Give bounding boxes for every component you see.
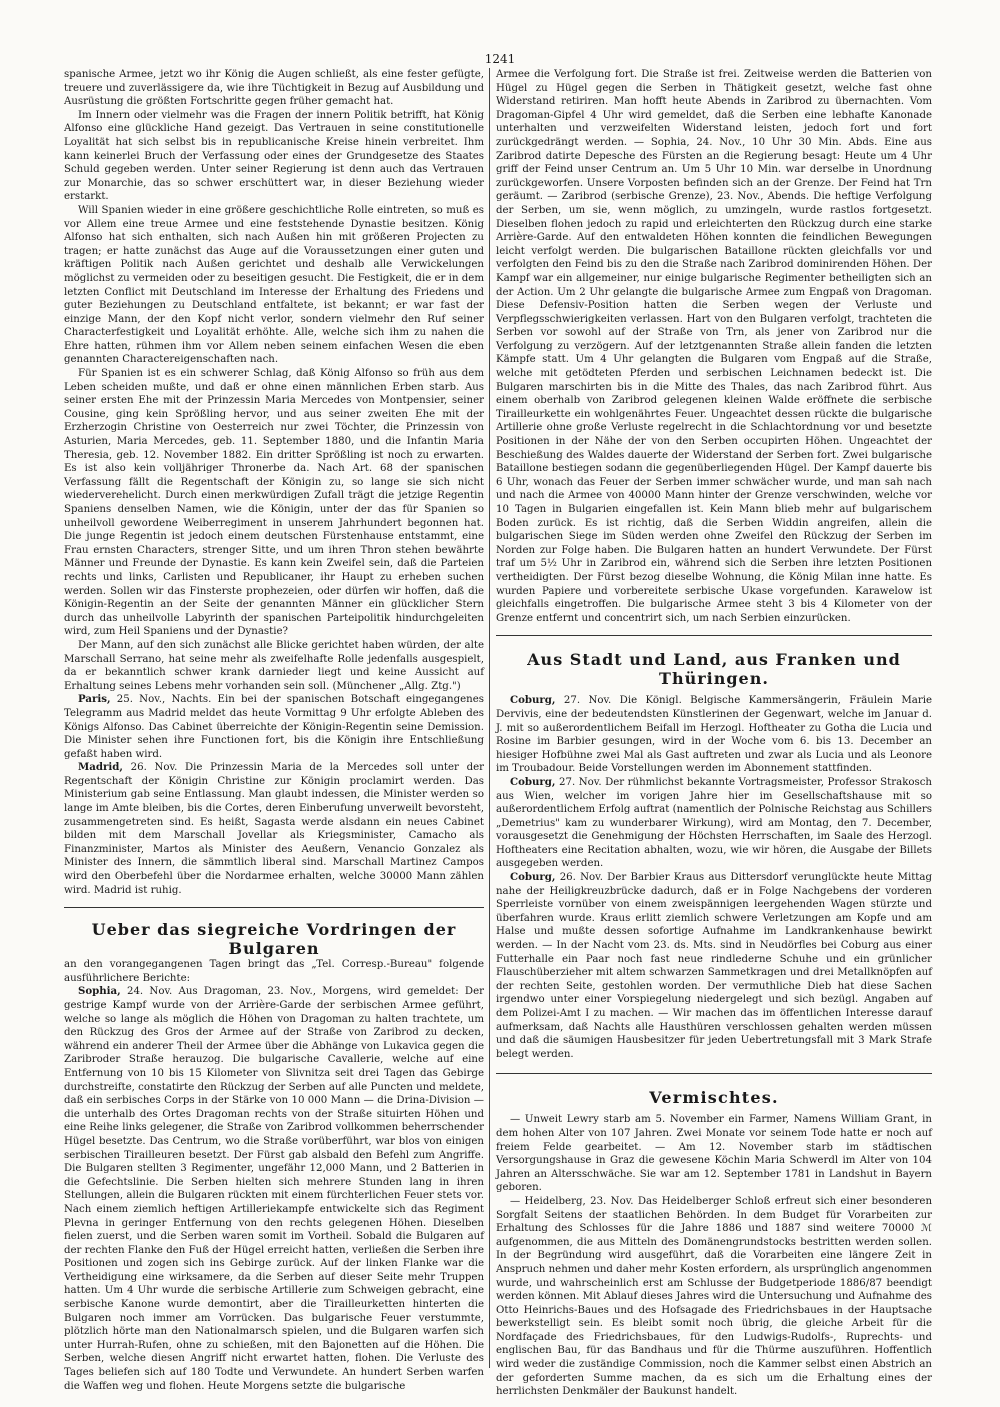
spain-paragraph: spanische Armee, jetzt wo ihr König die Augen schließt, als eine fester gefügte, treuere und zuverlässigere da, wie ihre Tüchtigkeit in Bezug auf Ausbildung und Ausrüstung die größten Fortschritte gegen früher gemacht hat.: [64, 69, 484, 108]
paris-dateline: Paris,: [78, 693, 111, 706]
coburg-dateline: Coburg,: [510, 694, 556, 707]
bulgaria-continued: Armee die Verfolgung fort. Die Straße ist frei. Zeitweise werden die Batterien von Hügel zu Hügel gegen die Serben in Thätigkeit gesetzt, welche fast ohne Widerstand retiriren. Man hofft heute Abends in Zaribrod zu übernachten. Vom Dragoman-Gipfel 4 Uhr wird gemeldet, daß die Serben eine lebhafte Kanonade unterhalten und verzweifelten Widerstand leisten, jedoch fort und fort zurückgedrängt werden. — Sophia, 24. Nov., 10 Uhr 30 Min. Abds. Eine aus Zaribrod datirte Depesche des Fürsten an die Regierung besagt: Heute um 4 Uhr griff der Feind unser Centrum an. Um 5 Uhr 10 Min. war derselbe in Unordnung zurückgeworfen. Unsere Vorposten befinden sich an der Grenze. Der Feind hat Trn geräumt. — Zaribrod (serbische Grenze), 23. Nov., Abends. Die heftige Verfolgung der Serben, um sie, wenn möglich, zu umzingeln, wurde rastlos fortgesetzt. Dieselben flohen jedoch zu rapid und erleichterten den Rückzug durch eine starke Arrière-Garde. Auf den entwaldeten Höhen konnten die feindlichen Bewegungen leicht verfolgt werden. Die bulgarischen Bataillone rückten gleichfalls vor und verfolgten den Feind bis zu den die Straße nach Zaribrod dominirenden Höhen. Der Kampf war ein allgemeiner, nur einige bulgarische Regimenter betheiligten sich an der Action. Um 2 Uhr gelangte die bulgarische Armee zum Engpaß von Dragoman. Diese Defensiv-Position hatten die Serben wegen der Verluste und Verpflegsschwierigkeiten verlassen. Hart von den Bulgaren verfolgt, trachteten die Serben vor sowohl auf der Straße von Trn, als jener von Zaribrod nur die Verfolgung zu verzögern. Auf der letztgenannten Straße allein fanden die letzten Kämpfe statt. Um 4 Uhr gelangten die Bulgaren vom Engpaß auf die Straße, welche mit getödteten Pferden und serbischen Leichnamen bedeckt ist. Die Bulgaren marschirten bis in die Mitte des Thales, das nach Zaribrod führt. Aus einem oberhalb von Zaribrod gelegenen kleinen Walde eröffnete die serbische Tirailleurkette ein wohlgenährtes Feuer. Ungeachtet dessen rückte die bulgarische Artillerie ohne große Verluste regelrecht in die Schlachtordnung vor und besetzte Positionen in der Nähe der von den Serben occupirten Höhen. Ungeachtet der Beschießung des Waldes dauerte der Widerstand der Serben fort. Zwei bulgarische Bataillone bestiegen sodann die gegenüberliegenden Hügel. Der Kampf dauerte bis 6 Uhr, wonach das Feuer der Serben immer schwächer wurde, und man sah nach und nach die Armee von 40000 Mann hinter der Grenze verschwinden, welche vor 10 Tagen in Bulgarien eingefallen ist. Kein Mann blieb mehr auf bulgarischem Boden zurück. Es ist richtig, daß die Serben Widdin angreifen, allein die bulgarischen Siege im Süden werden ohne Zweifel den Rückzug der Serben im Norden zur Folge haben. Die Bulgaren hatten an hundert Verwundete. Der Fürst traf um 5½ Uhr in Zaribrod ein, während sich die Serben ihre letzten Positionen vertheidigten. Der Fürst bezog dieselbe Wohnung, die König Milan inne hatte. Es wurden Papiere und vorbereitete serbische Ukase vorgefunden. Karawelow ist gleichfalls eingetroffen. Die bulgarische Armee steht 3 bis 4 Kilometer von der Grenze entfernt und concentrirt sich, um nach Serbien einzurücken.: [496, 69, 932, 624]
section-rule: [64, 907, 484, 908]
local-news-item: [496, 694, 932, 776]
left-column: [64, 68, 484, 1393]
coburg-dateline: Coburg,: [510, 871, 556, 884]
sophia-dateline: Sophia,: [78, 985, 121, 998]
local-news-text: 27. Nov. Der rühmlichst bekannte Vortragsmeister, Professor Strakosch aus Wien, welcher im vorigen Jahre hier im Gesellschaftshause mit so außerordentlichem Erfolg auftrat (namentlich der Polnische Reichstag aus Schillers „Demetrius" kam zu wunderbarer Wirkung), wird am Montag, den 7. December, vorausgesetzt die Genehmigung der Höchsten Herrschaften, im Saale des Herzogl. Hoftheaters eine Recitation abhalten, wozu, wie wir hören, die Ausgabe der Billets ausgegeben werden.: [496, 776, 932, 870]
misc-paragraph: — Unweit Lewry starb am 5. November ein Farmer, Namens William Grant, in dem hohen Alter von 107 Jahren. Zwei Monate vor seinem Tode hatte er noch auf freiem Felde gearbeitet. — Am 12. November starb im städtischen Versorgungshause in Graz die gewesene Köchin Maria Schwerdl im Alter von 104 Jahren an Altersschwäche. Sie war am 12. September 1781 in Landshut in Bayern geboren.: [496, 1114, 932, 1194]
spain-paragraph: Der Mann, auf den sich zunächst alle Blicke gerichtet haben würden, der alte Marschall Serrano, hat seine mehr als zweifelhafte Rolle jedenfalls ausgespielt, da er bekanntlich schwer krank darnieder liegt und keine Aussicht auf Erhaltung seines Lebens mehr vorhanden sein soll. (Münchener „Allg. Ztg."): [64, 639, 484, 692]
bulgaria-heading: Ueber das siegreiche Vordringen der Bulgaren: [91, 920, 457, 959]
local-news-text: 27. Nov. Die Königl. Belgische Kammersängerin, Fräulein Marie Dervivis, eine der bedeutendsten Künstlerinen der Gegenwart, welche im Januar d. J. mit so außerordentlichem Beifall im Herzogl. Hoftheater zu Gotha die Lucia und Rosine im Barbier gesungen, wird in der Woche vom 6. bis 13. December an hiesiger Hofbühne zwei Mal als Gast auftreten und zwar als Lucia und als Leonore im Troubadour. Beide Vorstellungen werden im Abonnement stattfinden.: [496, 695, 932, 775]
page-number: 1241: [484, 52, 516, 66]
sophia-text: 24. Nov. Aus Dragoman, 23. Nov., Morgens, wird gemeldet: Der gestrige Kampf wurde von der Arrière-Garde der serbischen Armee geführt, welche so lange als möglich die Höhen von Dragoman zu halten trachtete, um den Rückzug des Gros der Armee auf der Straße von Zaribrod zu decken, während ein anderer Theil der Armee über die Abhänge von Lukavica gegen die Zaribroder Straße herauzog. Die bulgarische Cavallerie, welche auf eine Entfernung von 10 bis 15 Kilometer von Slivnitza seit drei Tagen das Gebirge durchstreifte, constatirte den Rückzug der Serben auf alle Puncten und meldete, daß ein serbisches Corps in der Stärke von 10 000 Mann — die Drina-Division — die unterhalb des Ortes Dragoman rechts von der Straße situirten Höhen und eine Reihe links gelegener, die Straße von Zaribrod vollkommen beherrschender Hügel besetzte. Das Centrum, wo die Straße vorüberführt, war blos von einigen serbischen Tirailleuren besetzt. Der Fürst gab alsbald den Befehl zum Angriffe. Die Bulgaren stellten 3 Regimenter, ungefähr 12,000 Mann, und 2 Batterien in die Gefechtslinie. Die Serben hielten sich mehrere Stunden lang in ihren Stellungen, allein die Bulgaren rückten mit einem fürchterlichen Feuer stets vor. Nach einem ziemlich heftigen Artilleriekampfe entwickelte sich das Regiment Plevna in geringer Entfernung von den rechts gelegenen Höhen. Dieselben fielen zuerst, und die Serben waren somit im Vortheil. Sobald die Bulgaren auf der rechten Flanke den Fuß der Hügel erreicht hatten, verließen die Serben ihre Positionen und zogen sich ins Gebirge zurück. Auf der linken Flanke war die Vertheidigung eine wirksamere, da die Serben auf dieser Seite mehr Truppen hatten. Um 4 Uhr wurde die serbische Artillerie zum Schweigen gebracht, eine serbische Kanone wurde demontirt, aber die Tirailleurketten hinterten die Bulgaren noch immer am Vorrücken. Das bulgarische Feuer verstummte, plötzlich hörte man den Nationalmarsch spielen, und die Bulgaren warfen sich unter Hurrah-Rufen, ohne zu schießen, mit den Bajonetten auf die Höhen. Die Serben, welche diesen Angriff nicht erwartet hatten, flohen. Die Verluste des Tages beliefen sich auf 180 Todte und Verwundete. An hundert Serben warfen die Waffen weg und flohen. Heute Morgens setzte die bulgarische: [64, 986, 484, 1392]
coburg-dateline: Coburg,: [510, 775, 556, 788]
madrid-dateline: Madrid,: [78, 761, 123, 774]
right-column: [496, 68, 932, 1399]
paris-report: [64, 693, 484, 761]
local-news-item: [496, 776, 932, 871]
misc-paragraph: — Heidelberg, 23. Nov. Das Heidelberger Schloß erfreut sich einer besonderen Sorgfalt Seitens der staatlichen Behörden. In dem Budget für Vorarbeiten zur Erhaltung des Schlosses für die Jahre 1886 und 1887 sind weitere 70000 ℳ aufgenommen, die aus Mitteln des Domänengrundstocks bestritten werden sollen. In der Begründung wird ausgeführt, daß die Vorarbeiten eine längere Zeit in Anspruch nehmen und daher mehr Kosten erfordern, als ursprünglich angenommen wurde, und wahrscheinlich erst am Schlusse der Budgetperiode 1886/87 beendigt werden können. Mit Ablauf dieses Jahres wird die Untersuchung und Aufnahme des Otto Heinrichs-Baues und des Hofsagade des Friedrichsbaues in der Hauptsache bewerkstelligt sein. Es bleibt somit noch übrig, die gleiche Arbeit für die Nordfaçade des Friedrichsbaues, für den Ludwigs-Rudolfs-, Ruprechts- und englischen Bau, für das Bandhaus und für die Thürme auszuführen. Hoffentlich wird weder die zuständige Commission, noch die Kammer selbst einen Abstrich an der geforderten Summe machen, da es sich um die Erhaltung eines der herrlichsten Denkmäler der Baukunst handelt.: [496, 1195, 932, 1398]
madrid-text: 26. Nov. Die Prinzessin Maria de la Mercedes soll unter der Regentschaft der Königin Christine zur Königin proclamirt werden. Das Ministerium gab seine Entlassung. Man glaubt indessen, die Minister werden so lange im Amte bleiben, bis die Cortes, deren Einberufung unverweilt bevorsteht, zusammengetreten sind. Es heißt, Sagasta werde alsdann ein neues Cabinet bilden mit dem Marschall Jovellar als Kriegsminister, Camacho als Finanzminister, Martos als Minister des Aeußern, Venancio Gonzalez als Minister des Innern, die sämmtlich liberal sind. Marschall Martinez Campos wird den Oberbefehl über die Nordarmee erhalten, welche 30000 Mann zählen wird. Madrid ist ruhig.: [64, 762, 484, 896]
spain-paragraph: Will Spanien wieder in eine größere geschichtliche Rolle eintreten, so muß es vor Allem eine treue Armee und eine feststehende Dynastie besitzen. König Alfonso hat sich enthalten, sich nach Außen hin mit größeren Projecten zu tragen; er hatte zunächst das Auge auf die Voraussetzungen einer guten und kräftigen Politik nach Außen gerichtet und deshalb alle Verwickelungen möglichst zu vermeiden oder zu beseitigen gesucht. Die Festigkeit, die er in dem letzten Conflict mit Deutschland im Interesse der Erhaltung des Friedens und guter Beziehungen zu Deutschland entfaltete, ist bekannt; er war fast der einzige Mann, der den Kopf nicht verlor, sondern vielmehr den Ruf seiner Characterfestigkeit und Loyalität erhöhte. Alle, welche sich ihm zu nahen die Ehre hatten, rühmen ihm vor Allem neben seinem einfachen Wesen die eben genannten Charactereigenschaften nach.: [64, 204, 484, 366]
local-news-text: 26. Nov. Der Barbier Kraus aus Dittersdorf verunglückte heute Mittag nahe der Heiligkreuzbrücke dadurch, daß er in Folge Nachgebens der vorderen Sperrleiste vornüber von einem zweispännigen leergehenden Wagen stürzte und überfahren wurde. Kraus erlitt ziemlich schwere Verletzungen am Kopfe und am Halse und mußte dessen sofortige Aufnahme im Landkrankenhause bewirkt werden. — In der Nacht vom 23. ds. Mts. sind in Neudörfles bei Coburg aus einer Futterhalle ein Paar noch fast neue rindlederne Schuhe und ein grünlicher Flauschüberzieher mit altem schwarzen Sammetkragen und drei Metallknöpfen auf der rechten Seite, gestohlen worden. Der vermuthliche Dieb hat diese Sachen irgendwo unter einer Vorspiegelung niedergelegt und sich bezügl. Angaben auf dem Polizei-Amt I zu machen. — Wir machen das im öffentlichen Interesse darauf aufmerksam, daß Nachts alle Hausthüren verschlossen gehalten werden müssen und daß die säumigen Hausbesitzer für jeden Uebertretungsfall mit 3 Mark Strafe belegt werden.: [496, 872, 932, 1060]
section-rule: [496, 1073, 932, 1074]
spain-paragraph: Für Spanien ist es ein schwerer Schlag, daß König Alfonso so früh aus dem Leben scheiden mußte, und daß er ohne einen männlichen Erben starb. Aus seiner ersten Ehe mit der Prinzessin Maria Mercedes von Montpensier, seiner Cousine, ging kein Sprößling hervor, und aus seiner zweiten Ehe mit der Erzherzogin Christine von Oesterreich nur zwei Töchter, die Prinzessin von Asturien, Maria Mercedes, geb. 11. September 1880, und die Infantin Maria Theresia, geb. 12. November 1882. Ein dritter Sprößling ist noch zu erwarten. Es ist also kein volljähriger Thronerbe da. Nach Art. 68 der spanischen Verfassung fällt die Regentschaft der Königin zu, so lange sie sich nicht wiederverehelicht. Durch einen merkwürdigen Zufall trägt die jetzige Regentin Spaniens denselben Namen, wie die Königin, unter der das für Spanien so unheilvoll gewordene Weiberregiment in unserem Jahrhundert begonnen hat. Die junge Regentin ist jedoch einem deutschen Fürstenhause entstammt, eine Frau ernsten Characters, strenger Sitte, und um ihren Thron stehen bewährte Männer und Freunde der Dynastie. Es kann kein Zweifel sein, daß die Parteien rechts und links, Carlisten und Republicaner, ihr Haupt zu erheben suchen werden. Sollen wir das Finsterste prophezeien, oder dürfen wir hoffen, daß die Königin-Regentin an der Seite der genannten Männer ein glücklicher Stern durch das unheilvolle Labyrinth der spanischen Parteipolitik hindurchgeleiten wird, zum Heil Spaniens und der Dynastie?: [64, 368, 484, 638]
column-divider: [489, 68, 490, 1368]
spain-paragraph: Im Innern oder vielmehr was die Fragen der innern Politik betrifft, hat König Alfonso eine glückliche Hand gezeigt. Das Vertrauen in seine constitutionelle Loyalität hat sich selbst bis in republicanische Kreise hinein verbreitet. Ihm kann keinerlei Bruch der Verfassung oder eines der Grundgesetze des Staates Schuld gegeben werden. Unter seiner Regierung ist denn auch das Vertrauen zur Monarchie, das so schwer erschüttert war, in dieser Beziehung wieder erstarkt.: [64, 109, 484, 203]
sophia-report: [64, 985, 484, 1393]
paris-text: 25. Nov., Nachts. Ein bei der spanischen Botschaft eingegangenes Telegramm aus Madrid meldet das heute Vormittag 9 Uhr erfolgte Ableben des Königs Alfonso. Das Cabinet überreichte der Königin-Regentin seine Demission. Die Minister sehen ihre Functionen fort, bis die Königin ihre Entschließung gefaßt haben wird.: [64, 694, 484, 760]
madrid-report: [64, 761, 484, 897]
section-rule: [496, 635, 932, 636]
local-news-heading: Aus Stadt und Land, aus Franken und Thüringen.: [527, 650, 901, 689]
misc-heading: Vermischtes.: [649, 1088, 779, 1108]
bulgaria-intro: an den vorangegangenen Tagen bringt das „Tel. Corresp.-Bureau" folgende ausführlichere Berichte:: [64, 959, 484, 984]
local-news-item: [496, 871, 932, 1061]
